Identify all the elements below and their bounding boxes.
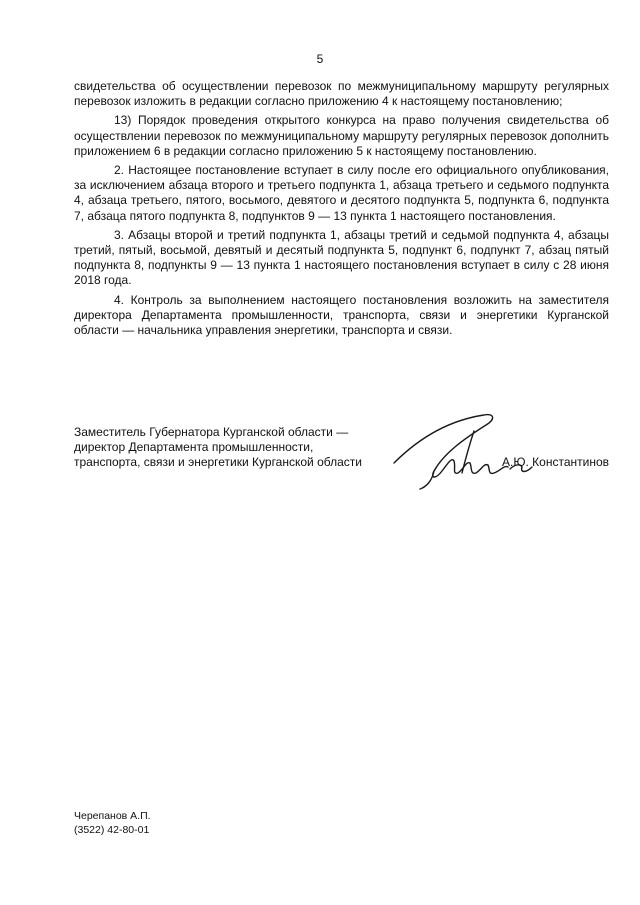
handwritten-signature [374, 413, 564, 491]
signatory-position [74, 425, 394, 471]
signature-block [74, 425, 609, 485]
document-body [74, 79, 609, 342]
paragraph-item-2: 2. Настоящее постановление вступает в силу после его официального опубликования, за исключением абзаца второго и третьего подпункта 1, абзаца третьего и седьмого подпункта 4, абзаца третьего, пятого, восьмого, девятого и десятого подпункта 5, подпункта 6, подпункта 7, абзаца пятого подпункта 8, подпунктов 9 — 13 пункта 1 настоящего постановления. [74, 163, 609, 223]
signatory-position-line: Заместитель Губернатора Курганской области — [74, 425, 349, 439]
executor-phone: (3522) 42-80-01 [74, 823, 150, 836]
page-number: 5 [316, 52, 324, 66]
paragraph-item-4: 4. Контроль за выполнением настоящего постановления возложить на заместителя директора Департамента промышленности, транспорта, связи и энергетики Курганской области — начальника управления энергетики, транспорта и связи. [74, 292, 609, 338]
paragraph-subitem-13: 13) Порядок проведения открытого конкурса на право получения свидетельства об осуществлении перевозок по межмуниципальному маршруту регулярных перевозок дополнить приложением 6 в редакции согласно приложению 5 к настоящему постановлению. [74, 113, 609, 158]
paragraph-item-3: 3. Абзацы второй и третий подпункта 1, абзацы третий и седьмой подпункта 4, абзацы третий, пятый, восьмой, девятый и десятый подпункта 5, подпункт 6, подпункт 7, абзац пятый подпункта 8, подпункты 9 — 13 пункта 1 настоящего постановления вступает в силу с 28 июня 2018 года. [74, 227, 609, 288]
executor-info [74, 810, 151, 837]
signatory-position-line: директор Департамента промышленности, [74, 440, 314, 455]
signatory-name: А.Ю. Константинов [502, 455, 609, 469]
paragraph-continuation: свидетельства об осуществлении перевозок по межмуниципальному маршруту регулярных перевозок изложить в редакции согласно приложению 4 к настоящему постановлению; [74, 79, 609, 109]
signatory-position-line: транспорта, связи и энергетики Курганской области [74, 455, 362, 470]
executor-name: Черепанов А.П. [74, 810, 151, 822]
